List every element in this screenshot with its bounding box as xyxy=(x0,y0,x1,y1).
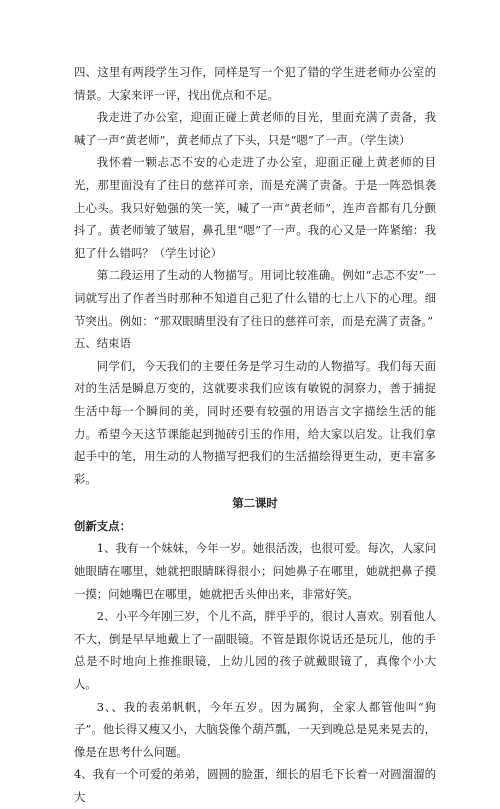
lesson-two-title: 第二课时 xyxy=(232,496,278,511)
sample-analysis: 第二段运用了生动的人物描写。用词比较准确。例如“忐忑不安”一词就写出了作者当时那种不知道自己犯了什么错的七上八下的心理。细节突出。例如：“那双眼睛里没有了往日的慈祥可亲，而是充满了责备。” xyxy=(74,268,436,328)
student-sample-two: 我怀着一颗忐忑不安的心走进了办公室，迎面正碰上黄老师的目光，那里面没有了往日的慈祥可亲，而是充满了责备。于是一阵恐惧袭上心头。我只好勉强的笑一笑，喊了一声“黄老师”，连声音都有几分颤抖了。黄老师皱了皱眉，鼻孔里“嗯”了一声。我的心又是一阵紧缩：我犯了什么错吗？（学生讨论） xyxy=(74,155,436,260)
student-sample-one: 我走进了办公室，迎面正碰上黄老师的目光，里面充满了责备，我喊了一声“黄老师”，黄老师点了下头，只是“嗯”了一声。（学生读） xyxy=(74,110,436,147)
example-one: 1、我有一个妹妹，今年一岁。她很活泼，也很可爱。每次，人家问她眼睛在哪里，她就把眼睛眯得很小；问她鼻子在哪里，她就把鼻子摸一摸；问她嘴巴在哪里，她就把舌头伸出来，非常好笑。 xyxy=(74,541,436,601)
example-four: 4、我有一个可爱的弟弟，圆圆的脸蛋，细长的眉毛下长着一对圆溜溜的大 xyxy=(74,767,436,804)
example-two: 2、小平今年刚三岁，个儿不高，胖乎乎的，很讨人喜欢。别看他人不大，倒是早早地戴上了一副眼镜。不管是跟你说话还是玩儿，他的手总是不时地向上推推眼镜，上幼儿园的孩子就戴眼镜了，真像个小大人。 xyxy=(74,609,436,692)
example-three: 3、、我的表弟帆帆，今年五岁。因为属狗，全家人都管他叫“狗子”。他长得又瘦又小，大脑袋像个葫芦瓢，一天到晚总是晃来晃去的，像是在思考什么问题。 xyxy=(74,699,436,759)
section-four-heading: 四、这里有两段学生习作，同样是写一个犯了错的学生进老师办公室的情景。大家来评一评，找出优点和不足。 xyxy=(74,65,436,102)
innovation-heading: 创新支点： xyxy=(74,518,131,533)
closing-remarks: 同学们，今天我们的主要任务是学习生动的人物描写。我们每天面对的生活是瞬息万变的，这就要求我们应该有敏锐的洞察力，善于捕捉生活中每一个瞬间的美，同时还要有较强的用语言文字描绘生活的能力。希望今天这节课能起到抛砖引玉的作用，给大家以启发。让我们拿起手中的笔，用生动的人物描写把我们的生活描绘得更生动，更丰富多彩。 xyxy=(74,358,436,486)
section-five-heading: 五、结束语 xyxy=(74,336,131,351)
